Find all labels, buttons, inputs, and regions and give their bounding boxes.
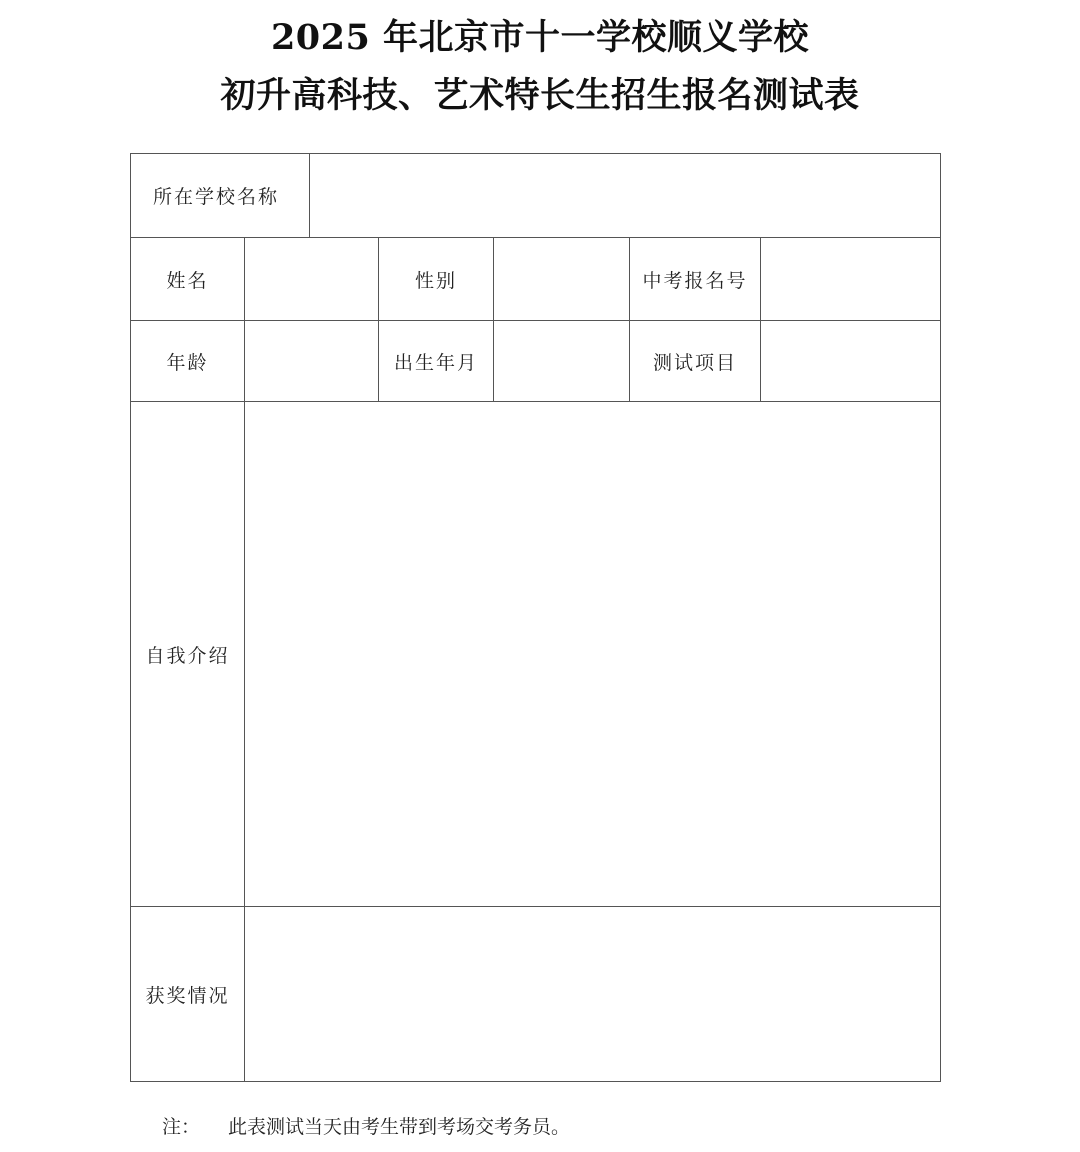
birth-month-label: 出生年月: [393, 351, 478, 374]
test-item-field[interactable]: [761, 321, 940, 401]
form-title-line-1: 2025 年北京市十一学校顺义学校: [270, 17, 810, 58]
age-field[interactable]: [245, 321, 378, 401]
registration-form-table: [130, 153, 941, 1082]
exam-registration-number-field[interactable]: [761, 238, 940, 320]
name-label: 姓名: [166, 269, 209, 292]
awards-label: 获奖情况: [145, 984, 230, 1007]
birth-month-field[interactable]: [494, 321, 629, 401]
footnote-lead: 注：: [162, 1116, 201, 1138]
self-introduction-label: 自我介绍: [145, 644, 230, 667]
form-title-line-2: 初升高科技、艺术特长生招生报名测试表: [220, 75, 860, 116]
test-item-label: 测试项目: [652, 351, 737, 374]
form-footnote: [162, 1112, 570, 1139]
gender-label: 性别: [414, 269, 457, 292]
gender-field[interactable]: [494, 238, 629, 320]
name-field[interactable]: [245, 238, 378, 320]
awards-field[interactable]: [245, 907, 940, 1081]
school-name-label: 所在学校名称: [153, 186, 280, 208]
exam-registration-number-label: 中考报名号: [642, 269, 748, 292]
age-label: 年龄: [166, 351, 209, 374]
self-introduction-field[interactable]: [245, 402, 940, 906]
school-name-field[interactable]: [310, 154, 940, 237]
footnote-text: 此表测试当天由考生带到考场交考务员。: [228, 1116, 571, 1138]
